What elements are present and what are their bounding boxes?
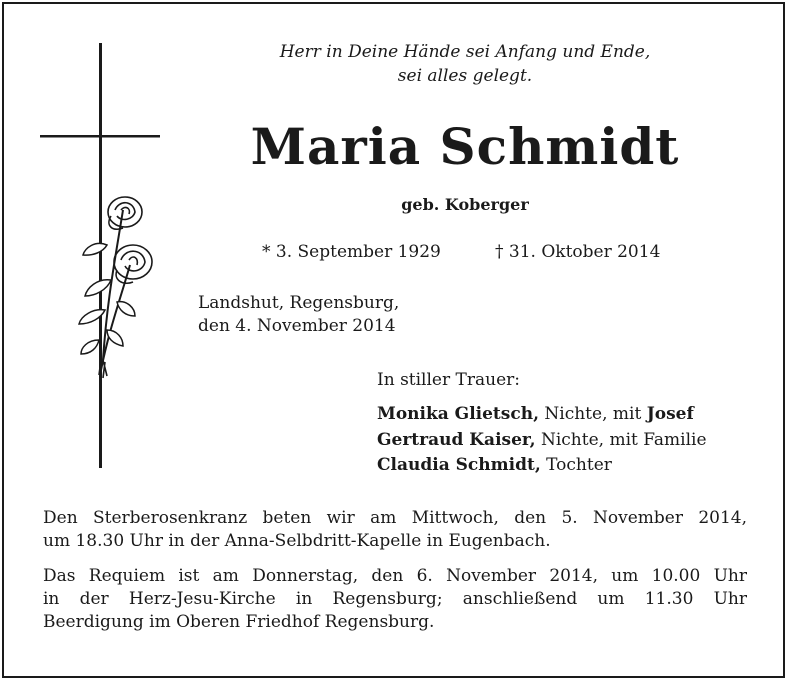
mourner-name: Claudia Schmidt,: [377, 455, 541, 475]
paragraph-line: Beerdigung im Oberen Friedhof Regensburg.: [43, 612, 435, 632]
quote-line-2: sei alles gelegt.: [397, 66, 533, 86]
paragraph-line: um 18.30 Uhr in der Anna-Selbdritt-Kapelle in Eugenbach.: [43, 531, 551, 551]
paragraph-line: Den Sterberosenkranz beten wir am Mittwoch, den 5. November 2014,: [43, 508, 747, 528]
mourner-relation: Nichte, mit Familie: [535, 430, 707, 450]
place-line: Landshut, Regensburg,: [198, 293, 400, 313]
quote-line-1: Herr in Deine Hände sei Anfang und Ende,: [279, 42, 651, 62]
mourner-name: Gertraud Kaiser,: [377, 430, 536, 450]
paragraph-line: in der Herz-Jesu-Kirche in Regensburg; anschließend um 11.30 Uhr: [43, 589, 747, 609]
mourner-row: [377, 453, 612, 477]
mourner-extra: Josef: [646, 404, 694, 424]
date-line: den 4. November 2014: [198, 316, 396, 336]
mourners-heading: In stiller Trauer:: [377, 370, 520, 390]
requiem-paragraph: [43, 565, 747, 634]
rosary-paragraph: [43, 507, 747, 553]
cross-with-roses-icon: [35, 40, 165, 470]
mourner-relation: Tochter: [540, 455, 612, 475]
mourner-name: Monika Glietsch,: [377, 404, 539, 424]
mourner-relation: Nichte, mit: [539, 404, 647, 424]
birth-date: * 3. September 1929: [262, 242, 441, 262]
mourner-row: [377, 428, 707, 452]
deceased-name: Maria Schmidt: [250, 117, 680, 176]
paragraph-line: Das Requiem ist am Donnerstag, den 6. November 2014, um 10.00 Uhr: [43, 566, 747, 586]
maiden-name: geb. Koberger: [401, 195, 529, 214]
death-date: † 31. Oktober 2014: [495, 242, 661, 262]
mourner-row: [377, 402, 694, 426]
